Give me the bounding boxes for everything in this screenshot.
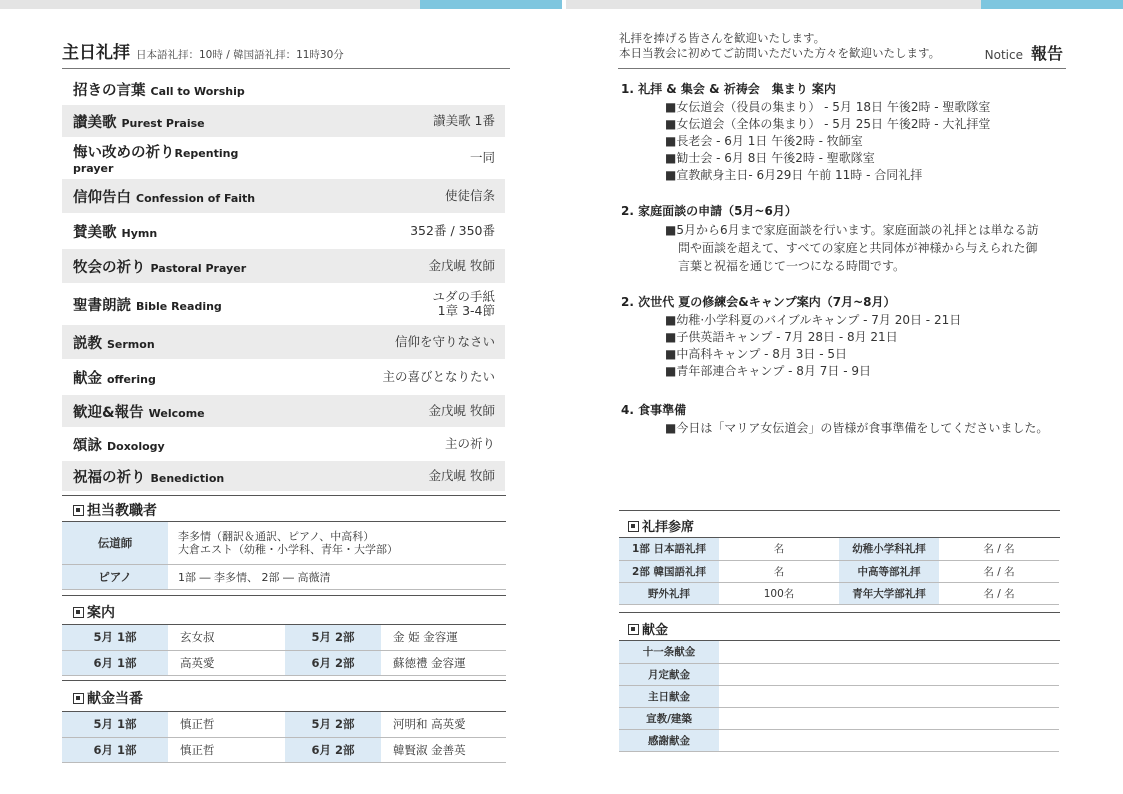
order-right: ユダの手紙 [432, 289, 495, 304]
guide-cell: 5月 2部 [285, 625, 381, 650]
attendance-cell: 2部 韓国語礼拝 [619, 560, 719, 582]
table-row [619, 685, 1059, 707]
order-right-line2: 1章 3-4節 [437, 303, 495, 318]
order-row [62, 395, 505, 427]
notice-item: ■青年部連合キャンプ - 8月 7日 - 9日 [665, 364, 871, 378]
staff-section-title [62, 500, 506, 520]
order-row [62, 283, 505, 325]
order-row [62, 105, 505, 137]
guide-cell: 5月 1部 [62, 625, 168, 650]
order-en: Doxology [107, 439, 165, 453]
order-row [62, 137, 505, 179]
top-bar-left [0, 0, 562, 9]
duty-cell: 6月 2部 [285, 737, 381, 762]
order-en: offering [107, 372, 156, 386]
order-jp: 聖書朗読 [73, 297, 131, 314]
guide-cell: 6月 2部 [285, 650, 381, 675]
order-en: Hymn [121, 226, 158, 240]
table-row [62, 650, 506, 675]
offering-value [719, 729, 1059, 751]
service-title: 主日礼拝 [62, 43, 130, 63]
divider [618, 68, 1066, 69]
offering-duty-table [62, 712, 506, 763]
attendance-cell: 1部 日本語礼拝 [619, 538, 719, 560]
offering-label: 感謝献金 [619, 729, 719, 751]
order-en: Call to Worship [150, 85, 245, 98]
notice-item: ■今日は「マリア女伝道会」の皆様が食事準備をしてくださいました。 [665, 421, 1049, 435]
offering-label: 宣教/建築 [619, 707, 719, 729]
square-bullet-icon [628, 521, 639, 532]
guide-cell: 高英愛 [168, 650, 285, 675]
duty-cell: 韓賢淑 金善英 [381, 737, 506, 762]
offering-label: 十一条献金 [619, 641, 719, 663]
staff-value: 1部 ― 李多情、 2部 ― 高薇清 [168, 564, 506, 589]
attendance-cell: 100名 [719, 582, 839, 604]
notice-line: ■5月から6月まで家庭面談を行います。家庭面談の礼拝とは単なる訪 [665, 223, 1039, 237]
duty-cell: 慎正哲 [168, 712, 285, 737]
attendance-title-text: 礼拝参席 [642, 520, 695, 535]
order-right: 一同 [469, 150, 495, 165]
divider [619, 510, 1060, 511]
notice-item: ■長老会 - 6月 1日 午後2時 - 牧師室 [665, 134, 863, 148]
offering-duty-section-title [62, 688, 506, 708]
attendance-cell: 名 [719, 560, 839, 582]
offering-table [619, 641, 1059, 752]
attendance-cell: 名 [719, 538, 839, 560]
top-bar-right [566, 0, 1123, 9]
table-row [619, 582, 1059, 604]
order-row [62, 249, 505, 283]
table-row [62, 737, 506, 762]
order-right: 金戊峴 牧師 [428, 258, 495, 273]
order-en: Purest Praise [121, 116, 205, 130]
order-jp: 悔い改めの祈り [73, 145, 175, 161]
order-row [62, 359, 505, 395]
order-en: Pastoral Prayer [150, 261, 247, 275]
order-right: 信仰を守りなさい [394, 334, 495, 349]
order-jp: 賛美歌 [73, 224, 117, 241]
attendance-cell: 野外礼拝 [619, 582, 719, 604]
attendance-cell: 名 / 名 [939, 560, 1059, 582]
order-en: Confession of Faith [136, 191, 256, 205]
offering-label: 主日献金 [619, 685, 719, 707]
notice-en: Notice [984, 48, 1023, 62]
order-jp: 招きの言葉 [73, 83, 146, 99]
order-en: Welcome [148, 406, 205, 420]
table-row [619, 538, 1059, 560]
attendance-table [619, 538, 1059, 605]
square-bullet-icon [73, 505, 84, 516]
order-row [62, 74, 505, 105]
attendance-cell: 名 / 名 [939, 538, 1059, 560]
top-bar-left-accent [420, 0, 562, 9]
divider [619, 612, 1060, 613]
order-en: Bible Reading [136, 299, 222, 313]
attendance-cell: 名 / 名 [939, 582, 1059, 604]
guide-table [62, 625, 506, 676]
order-jp: 歓迎&報告 [73, 404, 144, 421]
notice-item: ■幼稚·小学科夏のバイブルキャンプ - 7月 20日 - 21日 [665, 313, 962, 327]
notice-line: 言葉と祝福を通じて一つになる時間です。 [678, 259, 906, 273]
guide-section-title [62, 602, 506, 622]
notice-4 [621, 401, 1048, 437]
duty-cell: 6月 1部 [62, 737, 168, 762]
welcome-line: 礼拝を捧げる皆さんを歓迎いたします。 [619, 31, 826, 45]
notice-item: ■勧士会 - 6月 8日 午後2時 - 聖歌隊室 [665, 151, 875, 165]
notice-1 [621, 80, 990, 184]
service-header [62, 38, 510, 69]
guide-cell: 6月 1部 [62, 650, 168, 675]
notice-item: ■宣教献身主日- 6月29日 午前 11時 - 合同礼拝 [665, 168, 923, 182]
duty-cell: 河明和 高英愛 [381, 712, 506, 737]
notice-item: ■子供英語キャンプ - 7月 28日 - 8月 21日 [665, 330, 898, 344]
order-jp: 讃美歌 [73, 114, 117, 131]
order-right: 讃美歌 1番 [433, 113, 495, 128]
attendance-cell: 青年大学部礼拝 [839, 582, 939, 604]
notice-item: ■女伝道会（全体の集まり） - 5月 25日 午後2時 - 大礼拝堂 [665, 117, 991, 131]
notice-2 [621, 202, 1060, 275]
order-row [62, 461, 505, 491]
order-row [62, 325, 505, 359]
duty-cell: 慎正哲 [168, 737, 285, 762]
service-subtitle: 日本語礼拝：10時 / 韓国語礼拝：11時30分 [136, 49, 344, 61]
attendance-section-title [619, 516, 1060, 535]
welcome-text [619, 31, 940, 61]
order-jp: 頌詠 [73, 437, 102, 454]
notice-line: 問や面談を超えて、すべての家庭と共同体が神様から与えられた御 [678, 241, 1038, 255]
notice-title: 1. 礼拝 & 集会 & 祈祷会 集まり 案内 [621, 82, 836, 96]
order-jp: 祝福の祈り [73, 469, 146, 486]
staff-label: 伝道師 [62, 522, 168, 564]
guide-cell: 玄女叔 [168, 625, 285, 650]
divider [62, 595, 506, 596]
top-bar-right-accent [981, 0, 1123, 9]
offering-value [719, 685, 1059, 707]
guide-cell: 金 姫 金容運 [381, 625, 506, 650]
welcome-line: 本日当教会に初めてご訪問いただいた方々を歓迎いたします。 [619, 46, 941, 60]
table-row [62, 712, 506, 737]
guide-cell: 蘇徳禮 金容運 [381, 650, 506, 675]
staff-title-text: 担当教職者 [87, 503, 157, 519]
table-row [619, 560, 1059, 582]
offering-duty-title-text: 献金当番 [87, 691, 143, 707]
duty-cell: 5月 2部 [285, 712, 381, 737]
order-right: 使徒信条 [444, 188, 495, 203]
table-row [619, 663, 1059, 685]
notice-jp: 報告 [1030, 44, 1063, 63]
staff-value [168, 522, 506, 564]
order-en-line2: prayer [73, 162, 114, 175]
order-row [62, 427, 505, 461]
order-en: Benediction [150, 471, 225, 485]
divider [62, 495, 506, 496]
table-row [619, 707, 1059, 729]
order-en: Repenting [174, 147, 239, 160]
order-right: 主の祈り [444, 436, 495, 451]
order-jp: 信仰告白 [73, 189, 131, 206]
offering-title-text: 献金 [642, 623, 669, 638]
offering-value [719, 707, 1059, 729]
notice-title: 2. 家庭面談の申請（5月~6月） [621, 204, 797, 218]
order-right: 金戊峴 牧師 [428, 403, 495, 418]
table-row [62, 564, 506, 589]
notice-title: 4. 食事準備 [621, 403, 687, 417]
order-row [62, 213, 505, 249]
square-bullet-icon [628, 624, 639, 635]
order-jp: 牧会の祈り [73, 259, 146, 276]
offering-section-title [619, 619, 1060, 638]
offering-value [719, 641, 1059, 663]
order-jp: 献金 [73, 370, 102, 387]
staff-label: ピアノ [62, 564, 168, 589]
guide-title-text: 案内 [87, 605, 115, 621]
notice-heading [985, 41, 1063, 64]
attendance-cell: 幼稚小学科礼拝 [839, 538, 939, 560]
square-bullet-icon [73, 607, 84, 618]
order-right: 金戊峴 牧師 [428, 468, 495, 483]
table-row [62, 625, 506, 650]
order-of-service [62, 74, 505, 491]
table-row [619, 641, 1059, 663]
staff-line: 李多情（翻訳＆通訳、ピアノ、中高科） [178, 529, 375, 543]
order-right: 主の喜びとなりたい [382, 369, 495, 384]
table-row [62, 522, 506, 564]
notice-item: ■女伝道会（役員の集まり） - 5月 18日 午後2時 - 聖歌隊室 [665, 100, 991, 114]
staff-line: 大倉エスト（幼稚・小学科、青年・大学部） [178, 542, 398, 556]
order-jp: 説教 [73, 335, 102, 352]
offering-value [719, 663, 1059, 685]
order-right: 352番 / 350番 [410, 223, 495, 238]
table-row [619, 729, 1059, 751]
duty-cell: 5月 1部 [62, 712, 168, 737]
notice-item: ■中高科キャンプ - 8月 3日 - 5日 [665, 347, 847, 361]
notice-title: 2. 次世代 夏の修練会&キャンプ案内（7月~8月） [621, 295, 896, 309]
divider [62, 680, 506, 681]
square-bullet-icon [73, 693, 84, 704]
order-en: Sermon [107, 337, 155, 351]
staff-table [62, 522, 506, 590]
attendance-cell: 中高等部礼拝 [839, 560, 939, 582]
offering-label: 月定献金 [619, 663, 719, 685]
order-row [62, 179, 505, 213]
notice-3 [621, 293, 961, 380]
